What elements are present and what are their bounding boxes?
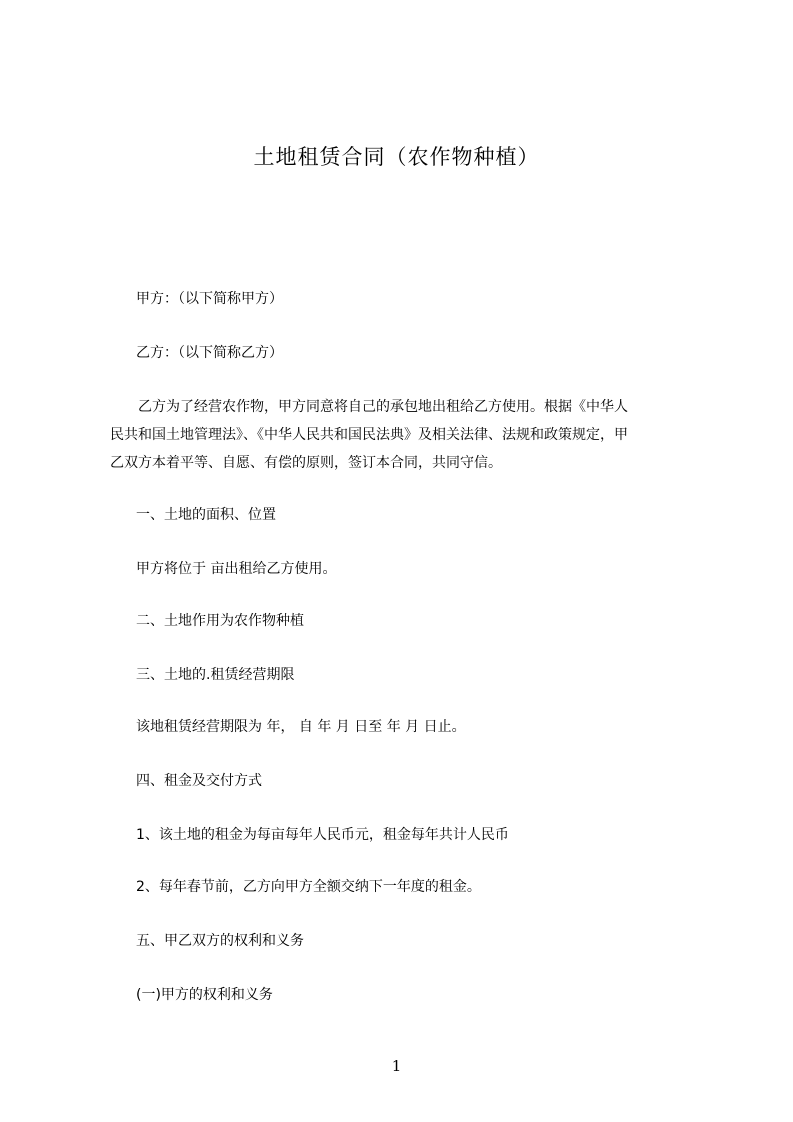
section-1-heading: 一、土地的面积、位置 xyxy=(136,507,276,523)
intro-line-1: 乙方为了经营农作物，甲方同意将自己的承包地出租给乙方使用。根据《中华人 xyxy=(138,399,628,415)
section-4-item-2: 2、每年春节前，乙方向甲方全额交纳下一年度的租金。 xyxy=(136,879,481,895)
document-title: 土地租赁合同（农作物种植） xyxy=(253,145,540,169)
page-number: 1 xyxy=(391,1057,402,1075)
section-5-heading: 五、甲乙双方的权利和义务 xyxy=(136,933,304,949)
intro-paragraph xyxy=(110,397,700,477)
intro-line-3: 乙双方本着平等、自愿、有偿的原则，签订本合同，共同守信。 xyxy=(110,455,502,471)
section-4-item-1: 1、该土地的租金为每亩每年人民币元，租金每年共计人民币 xyxy=(136,827,509,843)
party-a-line: 甲方：（以下简称甲方） xyxy=(136,291,283,307)
section-4-heading: 四、租金及交付方式 xyxy=(136,773,262,789)
intro-line-2: 民共和国土地管理法》、《中华人民共和国民法典》及相关法律、法规和政策规定，甲 xyxy=(110,427,628,443)
section-3-heading: 三、土地的.租赁经营期限 xyxy=(136,667,295,683)
section-3-text: 该地租赁经营期限为 年， 自 年 月 日至 年 月 日止。 xyxy=(136,719,466,735)
party-b-line: 乙方：（以下简称乙方） xyxy=(136,345,283,361)
section-1-text: 甲方将位于 亩出租给乙方使用。 xyxy=(136,561,337,577)
section-5-sub-1: (一)甲方的权利和义务 xyxy=(136,987,273,1003)
section-2-heading: 二、土地作用为农作物种植 xyxy=(136,613,304,629)
